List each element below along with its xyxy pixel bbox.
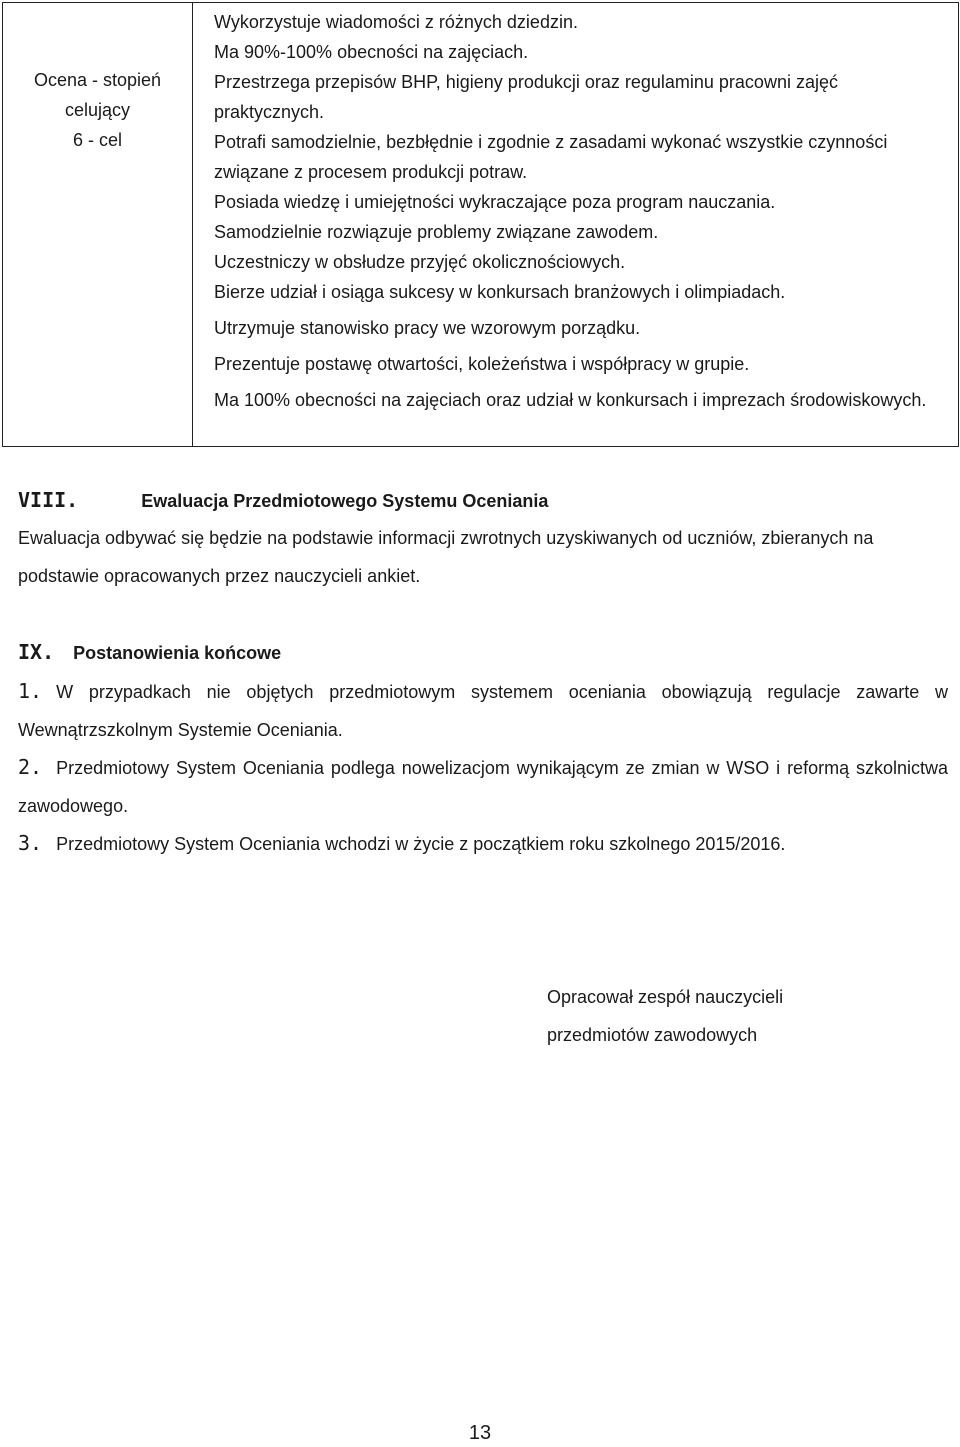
- criteria-line: Posiada wiedzę i umiejętności wykraczające poza program nauczania.: [214, 192, 776, 212]
- section-viii-body: Ewaluacja odbywać się będzie na podstawie informacji zwrotnych uzyskiwanych od uczniów, zbieranych na podstawie opracowanych przez nauczycieli ankiet.: [18, 528, 874, 586]
- table-column-divider: [192, 3, 193, 446]
- list-item: [18, 748, 948, 825]
- section-title: Ewaluacja Przedmiotowego Systemu Oceniania: [141, 491, 549, 511]
- criteria-line: Potrafi samodzielnie, bezbłędnie i zgodnie z zasadami wykonać wszystkie czynności: [214, 132, 888, 152]
- list-item-number: 2.: [18, 755, 43, 779]
- grade-label-line: celujący: [64, 100, 131, 120]
- grade-criteria-table: [2, 2, 959, 447]
- criteria-line: Ma 100% obecności na zajęciach oraz udział w konkursach i imprezach środowiskowych.: [214, 390, 927, 410]
- section-viii-heading: [18, 488, 548, 512]
- criteria-line: Ma 90%-100% obecności na zajęciach.: [214, 42, 529, 62]
- signature-line: przedmiotów zawodowych: [547, 1025, 758, 1045]
- criteria-line: Prezentuje postawę otwartości, koleżeństwa i współpracy w grupie.: [214, 354, 750, 374]
- signature-line: Opracował zespół nauczycieli: [547, 987, 784, 1007]
- section-number: VIII.: [18, 488, 79, 512]
- grade-label-line: 6 - cel: [72, 130, 123, 150]
- signature-block: [547, 978, 783, 1054]
- list-item-text: Przedmiotowy System Oceniania podlega nowelizacjom wynikającym ze zmian w WSO i reformą szkolnictwa zawodowego.: [18, 758, 948, 816]
- criteria-line: praktycznych.: [214, 102, 325, 122]
- page-number: 13: [468, 1422, 492, 1444]
- criteria-line: Utrzymuje stanowisko pracy we wzorowym porządku.: [214, 318, 641, 338]
- list-item: [18, 672, 948, 749]
- section-title: Postanowienia końcowe: [73, 643, 282, 663]
- grade-label-cell: [3, 65, 192, 155]
- list-item-text: Przedmiotowy System Oceniania wchodzi w życie z początkiem roku szkolnego 2015/2016.: [56, 834, 786, 854]
- list-item-text: W przypadkach nie objętych przedmiotowym systemem oceniania obowiązują regulacje zawarte w Wewnątrzszkolnym Systemie Oceniania.: [18, 682, 948, 740]
- criteria-line: związane z procesem produkcji potraw.: [214, 162, 528, 182]
- criteria-line: Przestrzega przepisów BHP, higieny produkcji oraz regulaminu pracowni zajęć: [214, 72, 838, 92]
- criteria-line: Wykorzystuje wiadomości z różnych dziedzin.: [214, 12, 578, 32]
- criteria-line: Bierze udział i osiąga sukcesy w konkursach branżowych i olimpiadach.: [214, 282, 786, 302]
- criteria-list: [214, 7, 958, 415]
- list-item-number: 1.: [18, 679, 43, 703]
- criteria-line: Uczestniczy w obsłudze przyjęć okolicznościowych.: [214, 252, 626, 272]
- list-item-number: 3.: [18, 831, 43, 855]
- list-item: [18, 824, 948, 863]
- criteria-line: Samodzielnie rozwiązuje problemy związane zawodem.: [214, 222, 659, 242]
- section-ix-heading: [18, 640, 281, 664]
- section-number: IX.: [18, 640, 55, 664]
- grade-label-line: Ocena - stopień: [33, 70, 162, 90]
